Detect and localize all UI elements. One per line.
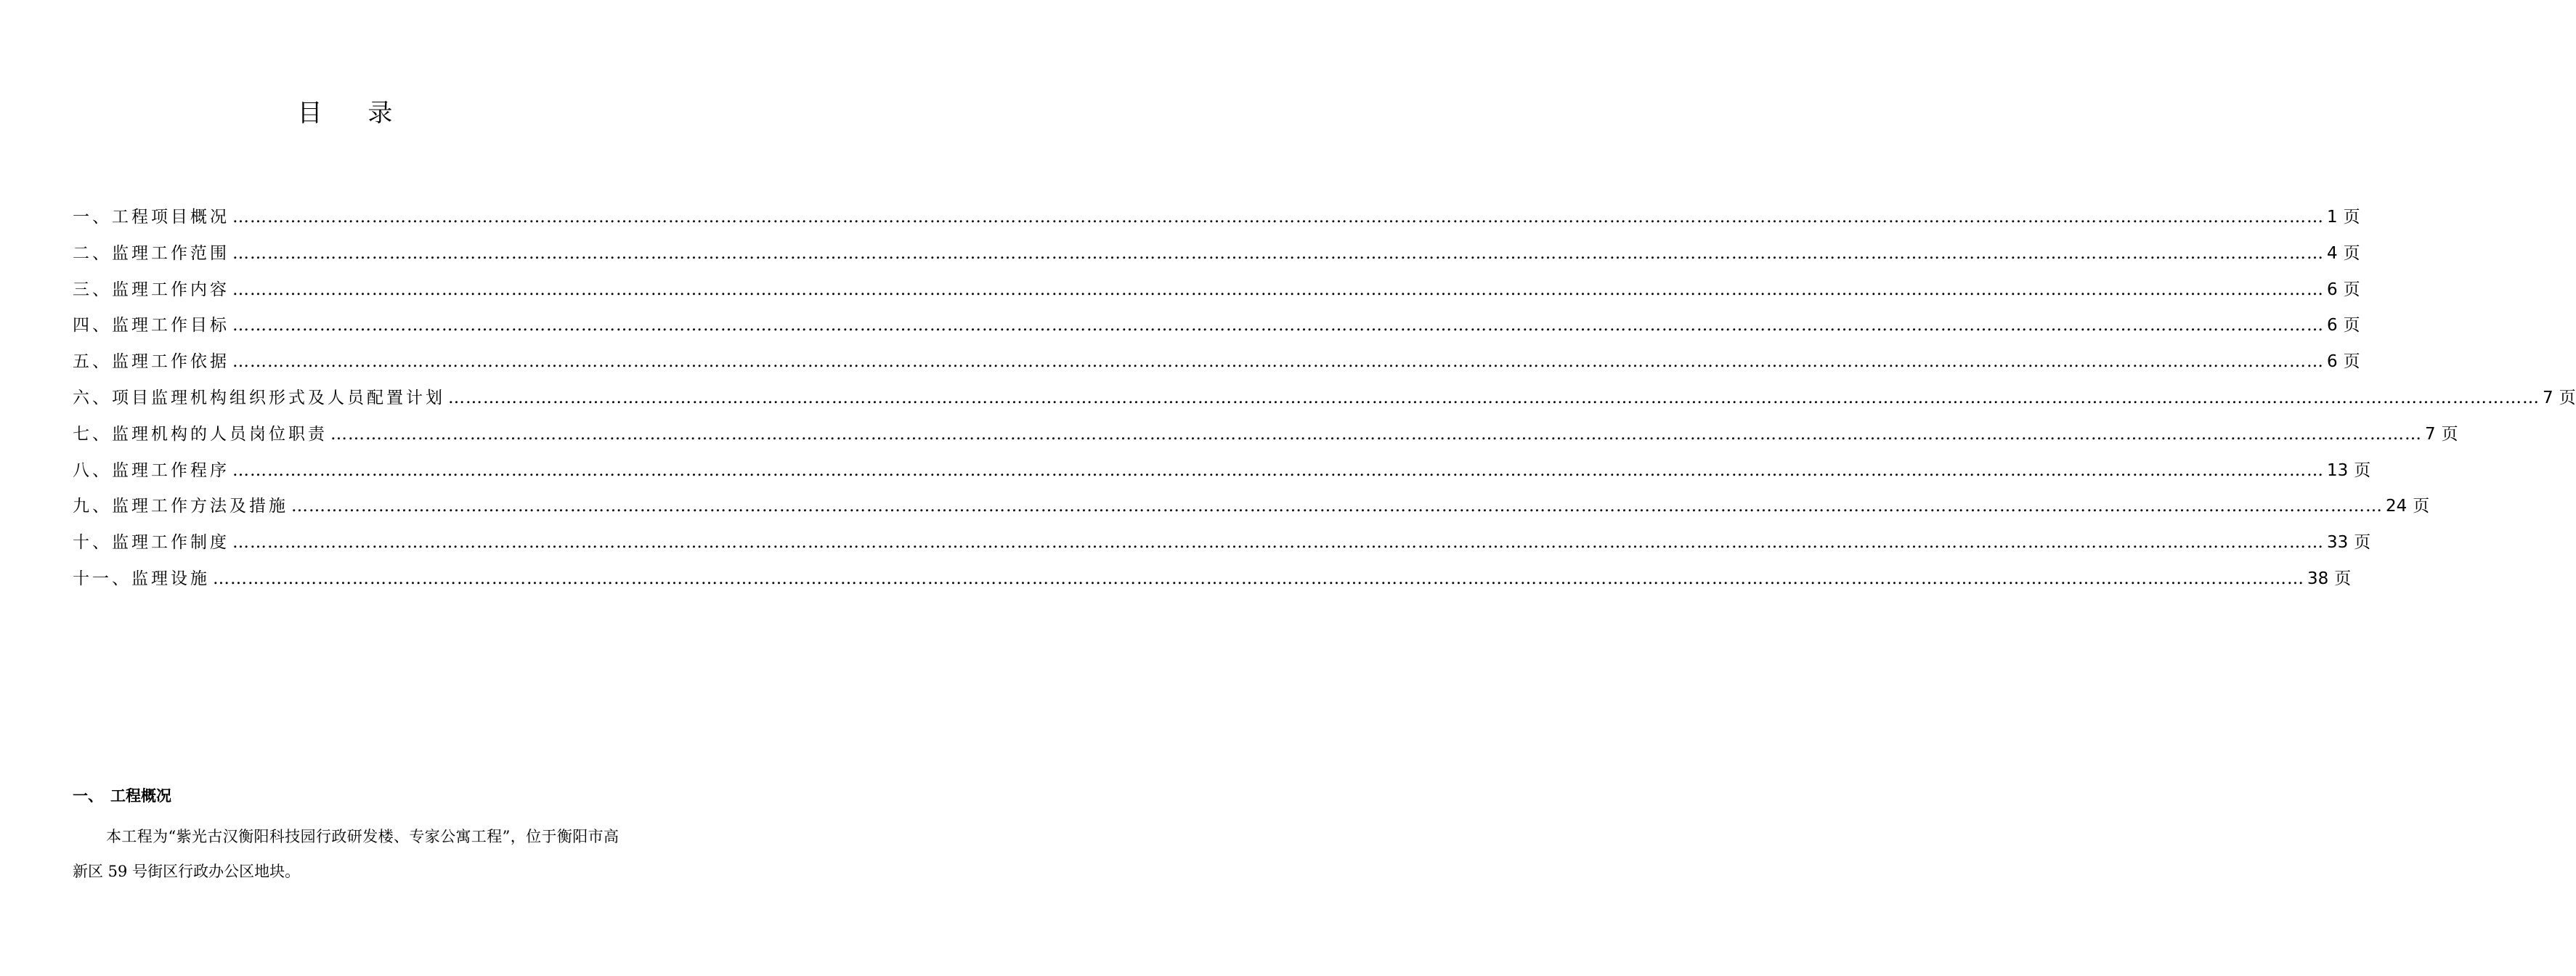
- toc-number: 二、: [73, 243, 112, 263]
- toc-row: [73, 276, 2360, 312]
- toc-page-number: 7: [2543, 388, 2553, 407]
- toc-leader: ………………………………………………………………………………………………………………………………………………………………………………………………………………………………………………………………………………………………………………………………: [448, 388, 2540, 407]
- page-title: 目 录: [297, 99, 412, 128]
- section-paragraph: 本工程为“紫光古汉衡阳科技园行政研发楼、专家公寓工程”，位于衡阳市高新区 59 号街区行政办公区地块。: [73, 828, 619, 880]
- toc-row: [73, 312, 2360, 348]
- toc-page-unit: 页: [2343, 280, 2360, 299]
- toc-page-number: 1: [2327, 208, 2338, 227]
- toc-number: 一、: [73, 208, 112, 227]
- toc-page-number: 6: [2327, 280, 2338, 299]
- toc-page-unit: 页: [2343, 243, 2360, 263]
- toc-number: 五、: [73, 352, 112, 372]
- toc-title: 监理机构的人员岗位职责: [112, 424, 328, 444]
- toc-number: 六、: [73, 388, 112, 407]
- toc-page-number: 38: [2307, 569, 2329, 588]
- toc-number: 九、: [73, 497, 112, 516]
- toc-page-number: 33: [2327, 533, 2349, 553]
- table-of-contents: [73, 203, 2576, 601]
- toc-title: 监理工作方法及措施: [112, 497, 288, 516]
- toc-page-number: 6: [2327, 316, 2338, 336]
- toc-leader: ………………………………………………………………………………………………………………………………………………………………………………………………………………………………………………………………………………………………………………………………: [232, 460, 2324, 480]
- toc-title: 监理工作依据: [112, 352, 229, 372]
- toc-leader: ………………………………………………………………………………………………………………………………………………………………………………………………………………………………………………………………………………………………………………………………: [330, 424, 2422, 444]
- toc-leader: ………………………………………………………………………………………………………………………………………………………………………………………………………………………………………………………………………………………………………………………………: [291, 497, 2383, 516]
- toc-row: [73, 457, 2371, 493]
- toc-number: 十一、: [73, 569, 131, 588]
- toc-title: 项目监理机构组织形式及人员配置计划: [112, 388, 445, 407]
- toc-page-unit: 页: [2441, 424, 2458, 444]
- toc-page-number: 13: [2327, 460, 2349, 480]
- toc-row: [73, 529, 2371, 565]
- toc-row: [73, 565, 2352, 601]
- toc-number: 十、: [73, 533, 112, 553]
- toc-number: 七、: [73, 424, 112, 444]
- toc-row: [73, 384, 2576, 420]
- toc-page-number: 6: [2327, 352, 2338, 372]
- toc-page-unit: 页: [2354, 460, 2371, 480]
- toc-page-unit: 页: [2343, 208, 2360, 227]
- toc-page-number: 7: [2425, 424, 2436, 444]
- toc-leader: ………………………………………………………………………………………………………………………………………………………………………………………………………………………………………………………………………………………………………………………………: [213, 569, 2304, 588]
- toc-title: 监理工作目标: [112, 316, 229, 336]
- toc-leader: ………………………………………………………………………………………………………………………………………………………………………………………………………………………………………………………………………………………………………………………………: [232, 280, 2324, 299]
- toc-page-unit: 页: [2343, 316, 2360, 336]
- toc-leader: ………………………………………………………………………………………………………………………………………………………………………………………………………………………………………………………………………………………………………………………………: [232, 208, 2324, 227]
- toc-page-unit: 页: [2413, 497, 2430, 516]
- toc-page-number: 4: [2327, 243, 2338, 263]
- toc-row: [73, 203, 2360, 240]
- toc-title: 工程项目概况: [112, 208, 229, 227]
- toc-row: [73, 420, 2458, 457]
- toc-number: 三、: [73, 280, 112, 299]
- toc-leader: ………………………………………………………………………………………………………………………………………………………………………………………………………………………………………………………………………………………………………………………………: [232, 352, 2324, 372]
- toc-page-unit: 页: [2354, 533, 2371, 553]
- toc-title: 监理工作程序: [112, 460, 229, 480]
- toc-row: [73, 492, 2430, 529]
- toc-page-unit: 页: [2343, 352, 2360, 372]
- toc-leader: ………………………………………………………………………………………………………………………………………………………………………………………………………………………………………………………………………………………………………………………………: [232, 316, 2324, 336]
- toc-row: [73, 348, 2360, 384]
- toc-title: 监理工作内容: [112, 280, 229, 299]
- toc-leader: ………………………………………………………………………………………………………………………………………………………………………………………………………………………………………………………………………………………………………………………………: [232, 533, 2324, 553]
- toc-number: 八、: [73, 460, 112, 480]
- section-heading-text: 工程概况: [110, 787, 171, 805]
- toc-title: 监理工作制度: [112, 533, 229, 553]
- toc-title: 监理工作范围: [112, 243, 229, 263]
- section-heading: [73, 784, 171, 806]
- toc-page-number: 24: [2386, 497, 2408, 516]
- toc-row: [73, 240, 2360, 276]
- toc-number: 四、: [73, 316, 112, 336]
- toc-leader: ………………………………………………………………………………………………………………………………………………………………………………………………………………………………………………………………………………………………………………………………: [232, 243, 2324, 263]
- section-number: 一、: [73, 787, 103, 805]
- toc-page-unit: 页: [2559, 388, 2576, 407]
- toc-page-unit: 页: [2334, 569, 2352, 588]
- toc-title: 监理设施: [131, 569, 210, 588]
